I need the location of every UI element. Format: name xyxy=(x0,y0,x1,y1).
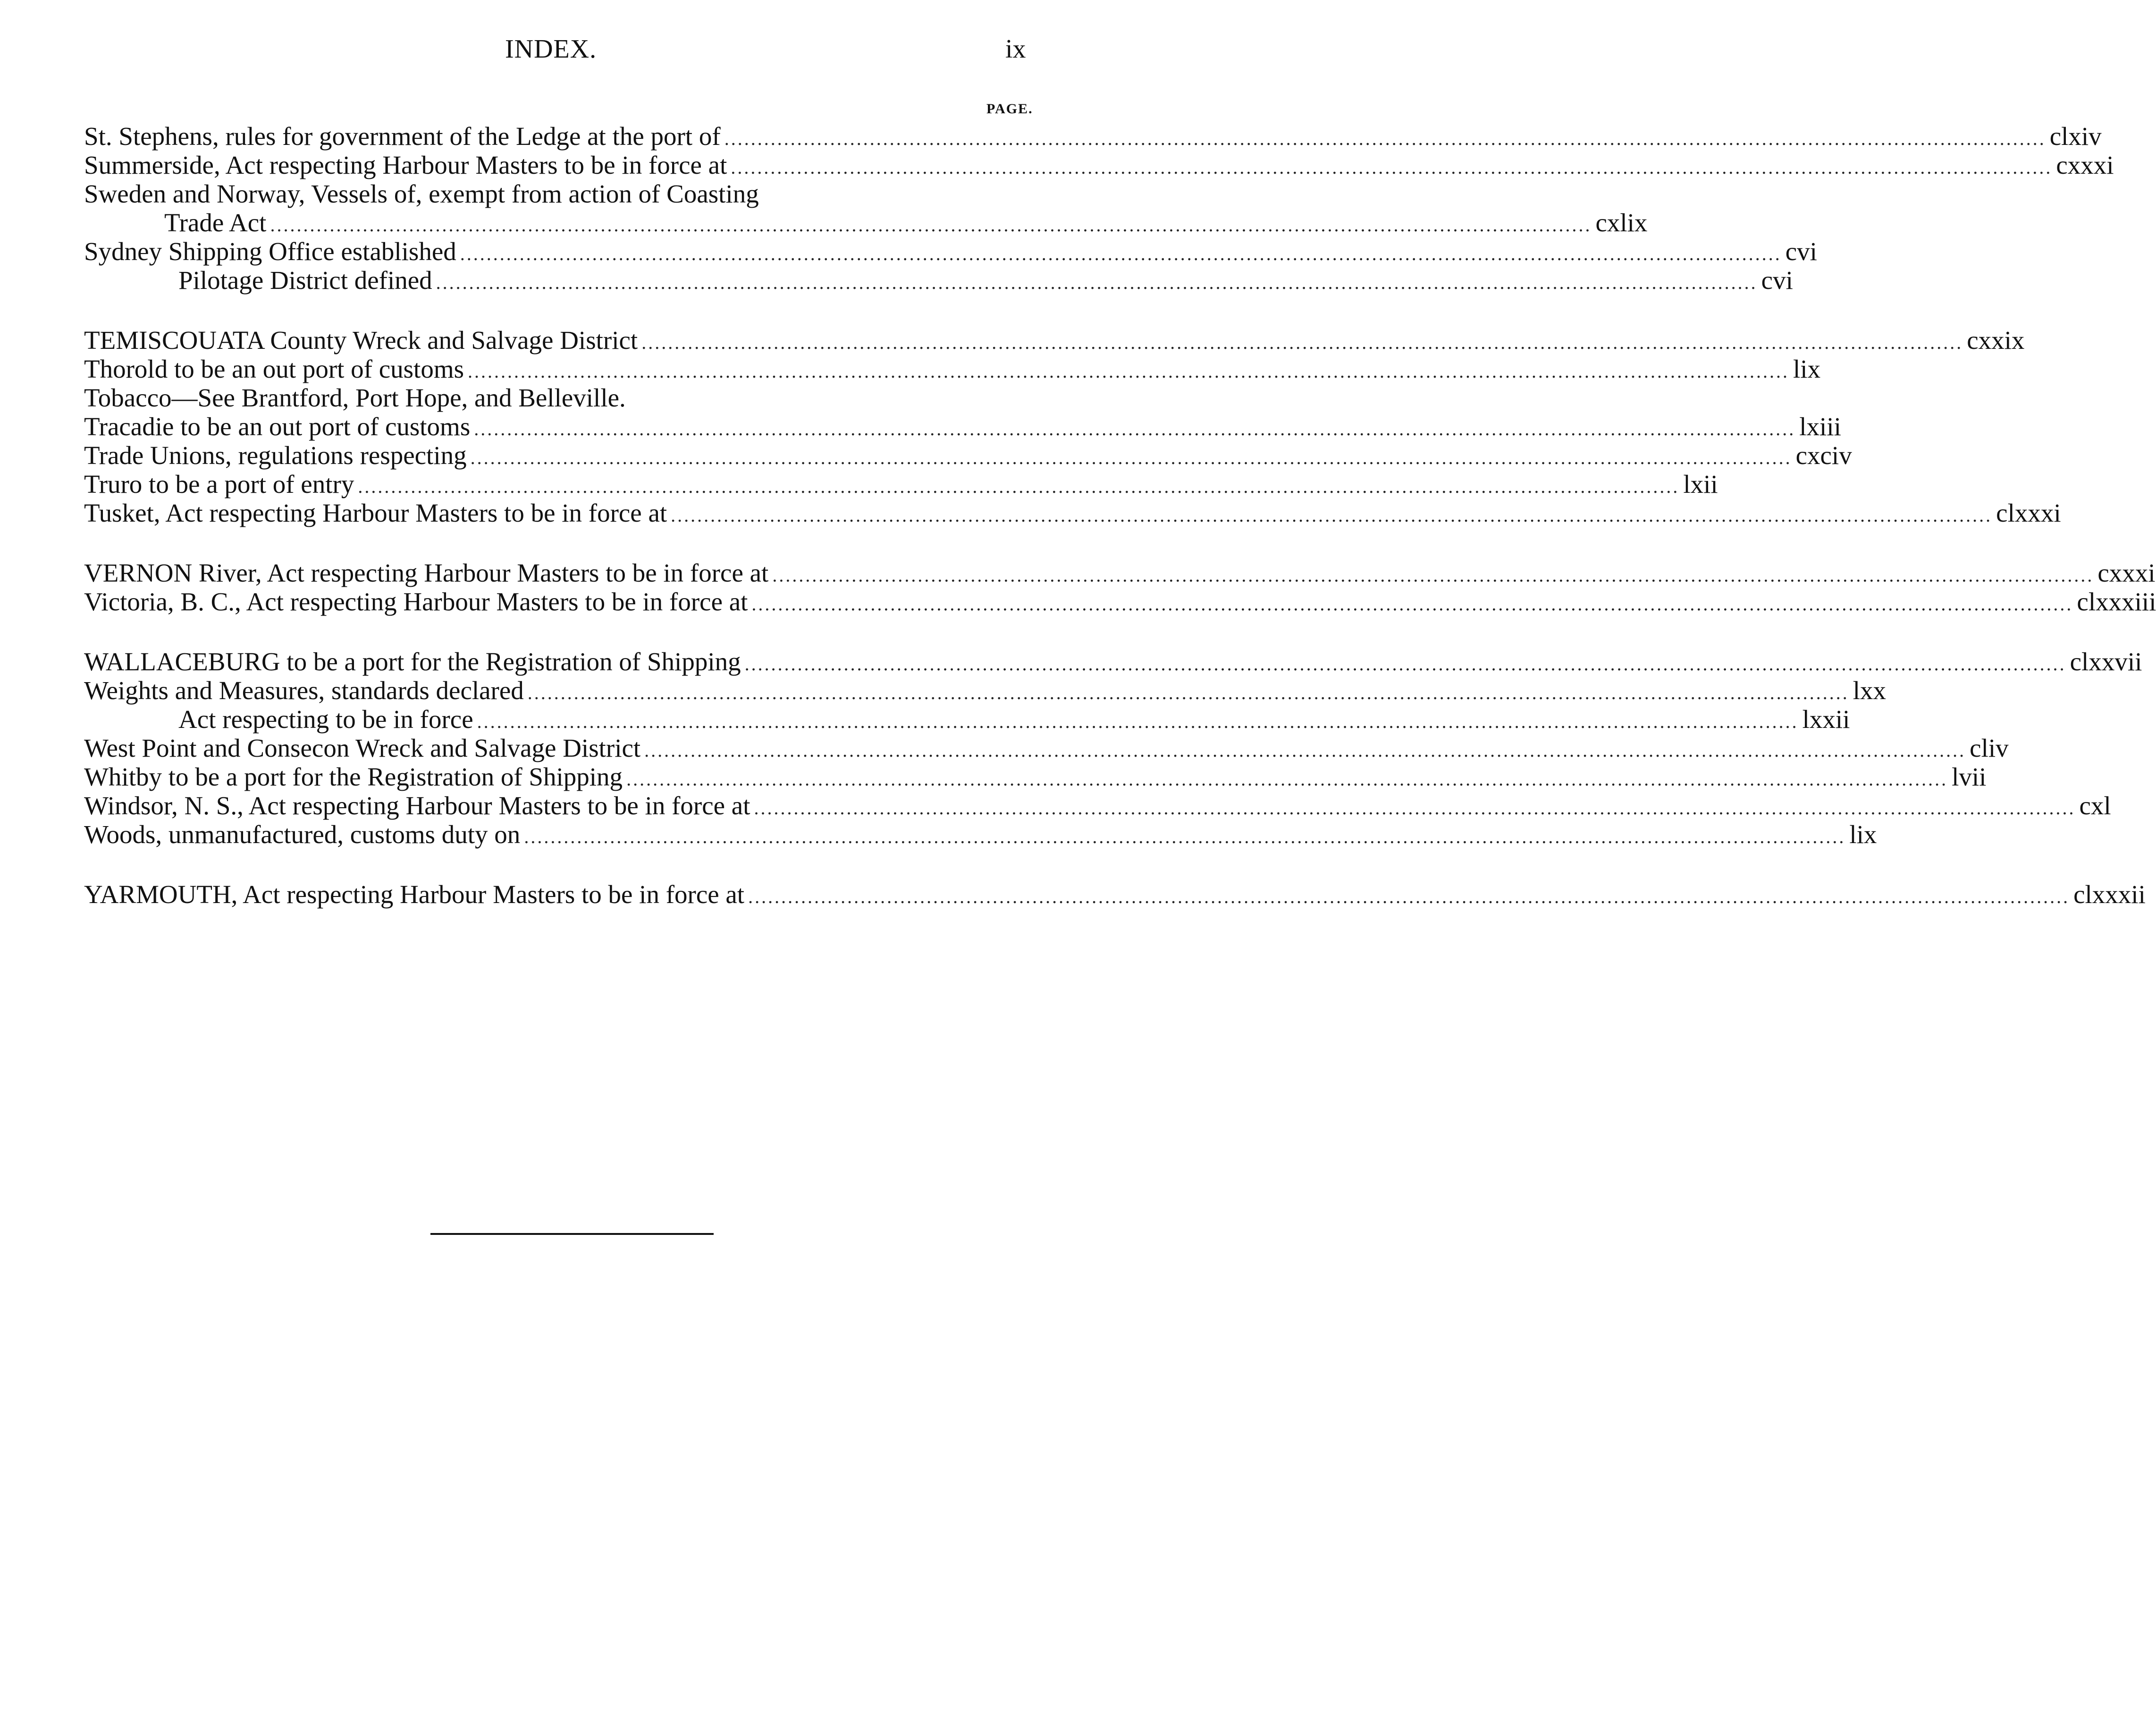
leader-dots: ........................................................................................................................................................................................................ xyxy=(524,826,1846,847)
entry-page-number: cxlix xyxy=(1595,208,1648,237)
index-group xyxy=(84,558,2156,616)
index-entry xyxy=(84,237,1817,266)
index-group xyxy=(84,122,2114,295)
index-entry xyxy=(84,734,2009,762)
entry-page-number: lix xyxy=(1793,355,1821,383)
leader-dots: ........................................................................................................................................................................................................ xyxy=(754,797,2076,819)
index-entry xyxy=(84,791,2111,820)
leader-dots: ........................................................................................................................................................................................................ xyxy=(460,243,1782,264)
entry-text: TEMISCOUATA County Wreck and Salvage District xyxy=(84,326,638,355)
leader-dots: ........................................................................................................................................................................................................ xyxy=(671,505,1993,526)
index-entry xyxy=(84,383,1042,412)
entry-text: Victoria, B. C., Act respecting Harbour Masters to be in force at xyxy=(84,587,748,616)
entry-text: Whitby to be a port for the Registration of Shipping xyxy=(84,762,623,791)
index-entry xyxy=(84,880,2146,909)
index-entry xyxy=(84,587,2156,616)
entry-text: Truro to be a port of entry xyxy=(84,470,354,498)
index-entry xyxy=(84,441,1852,470)
entry-text: Pilotage District defined xyxy=(178,266,432,295)
entry-page-number: cxxix xyxy=(1967,326,2025,355)
leader-dots: ........................................................................................................................................................................................................ xyxy=(474,418,1796,439)
entry-page-number: clxiv xyxy=(2049,122,2102,151)
entry-text: VERNON River, Act respecting Harbour Masters to be in force at xyxy=(84,558,769,587)
entry-text: Woods, unmanufactured, customs duty on xyxy=(84,820,521,849)
index-group xyxy=(84,326,2061,527)
entry-page-number: cxxxi xyxy=(2097,558,2156,587)
page-column-label: PAGE. xyxy=(986,101,1033,117)
leader-dots: ........................................................................................................................................................................................................ xyxy=(641,332,1963,353)
entry-page-number: lxiii xyxy=(1799,412,1841,441)
entry-text: Sweden and Norway, Vessels of, exempt from action of Coasting xyxy=(84,179,759,208)
end-rule xyxy=(430,1233,714,1235)
index-entry xyxy=(84,122,2102,151)
entry-page-number: clxxxii xyxy=(2073,880,2146,909)
entry-text: Tobacco—See Brantford, Port Hope, and Belleville. xyxy=(84,383,626,412)
index-entry xyxy=(84,558,2156,587)
entry-text: Trade Unions, regulations respecting xyxy=(84,441,467,470)
leader-dots: ........................................................................................................................................................................................................ xyxy=(470,447,1792,468)
entry-text: Windsor, N. S., Act respecting Harbour Masters to be in force at xyxy=(84,791,750,820)
index-entry xyxy=(84,326,2025,355)
leader-dots: ........................................................................................................................................................................................................ xyxy=(724,128,2046,149)
index-group xyxy=(84,647,2142,849)
entry-page-number: cxl xyxy=(2079,791,2111,820)
entry-text: Sydney Shipping Office established xyxy=(84,237,456,266)
entry-page-number: clxxvii xyxy=(2070,647,2142,676)
entry-page-number: lxxii xyxy=(1802,705,1850,734)
page-title: INDEX. xyxy=(505,34,597,64)
page-header xyxy=(0,34,1126,72)
index-entry xyxy=(84,151,2114,179)
entry-page-number: cxxxi xyxy=(2056,151,2114,179)
entry-text: Tusket, Act respecting Harbour Masters to be in force at xyxy=(84,498,667,527)
index-entry xyxy=(84,179,1042,208)
index-entry xyxy=(84,820,1877,849)
leader-dots: ........................................................................................................................................................................................................ xyxy=(270,214,1592,236)
entry-page-number: lix xyxy=(1849,820,1877,849)
index-group xyxy=(84,880,2146,909)
leader-dots: ........................................................................................................................................................................................................ xyxy=(436,272,1758,293)
entry-page-number: cvi xyxy=(1761,266,1793,295)
entry-text: WALLACEBURG to be a port for the Registration of Shipping xyxy=(84,647,741,676)
entry-text: Trade Act xyxy=(164,208,267,237)
index-entry xyxy=(84,208,1648,237)
entry-page-number: clxxxi xyxy=(1996,498,2061,527)
entry-page-number: cliv xyxy=(1970,734,2009,762)
index-entry xyxy=(84,676,1886,705)
entry-page-number: cvi xyxy=(1785,237,1817,266)
leader-dots: ........................................................................................................................................................................................................ xyxy=(644,740,1966,761)
index-list xyxy=(84,122,2156,940)
entry-text: Thorold to be an out port of customs xyxy=(84,355,464,383)
page-number: ix xyxy=(1005,34,1026,64)
entry-text: YARMOUTH, Act respecting Harbour Masters to be in force at xyxy=(84,880,745,909)
index-entry xyxy=(84,647,2142,676)
index-entry xyxy=(84,498,2061,527)
index-entry xyxy=(84,762,1987,791)
index-entry xyxy=(84,355,1821,383)
entry-page-number: cxciv xyxy=(1795,441,1852,470)
entry-text: Summerside, Act respecting Harbour Masters to be in force at xyxy=(84,151,727,179)
entry-page-number: clxxxiii xyxy=(2077,587,2156,616)
entry-text: Act respecting to be in force xyxy=(178,705,473,734)
entry-page-number: lvii xyxy=(1952,762,1987,791)
leader-dots: ........................................................................................................................................................................................................ xyxy=(772,565,2094,586)
entry-text: Tracadie to be an out port of customs xyxy=(84,412,471,441)
entry-page-number: lxx xyxy=(1853,676,1886,705)
leader-dots: ........................................................................................................................................................................................................ xyxy=(527,682,1849,703)
entry-text: West Point and Consecon Wreck and Salvage District xyxy=(84,734,641,762)
entry-page-number: lxii xyxy=(1683,470,1718,498)
index-entry xyxy=(84,266,1793,295)
leader-dots: ........................................................................................................................................................................................................ xyxy=(477,711,1799,732)
leader-dots: ........................................................................................................................................................................................................ xyxy=(751,593,2073,615)
entry-text: St. Stephens, rules for government of the Ledge at the port of xyxy=(84,122,721,151)
leader-dots: ........................................................................................................................................................................................................ xyxy=(468,361,1790,382)
index-entry xyxy=(84,470,1718,498)
index-entry xyxy=(84,705,1850,734)
leader-dots: ........................................................................................................................................................................................................ xyxy=(731,157,2053,178)
leader-dots: ........................................................................................................................................................................................................ xyxy=(748,886,2070,907)
index-entry xyxy=(84,412,1841,441)
leader-dots: ........................................................................................................................................................................................................ xyxy=(626,769,1948,790)
entry-text: Weights and Measures, standards declared xyxy=(84,676,524,705)
leader-dots: ........................................................................................................................................................................................................ xyxy=(358,476,1680,497)
leader-dots: ........................................................................................................................................................................................................ xyxy=(744,653,2066,675)
